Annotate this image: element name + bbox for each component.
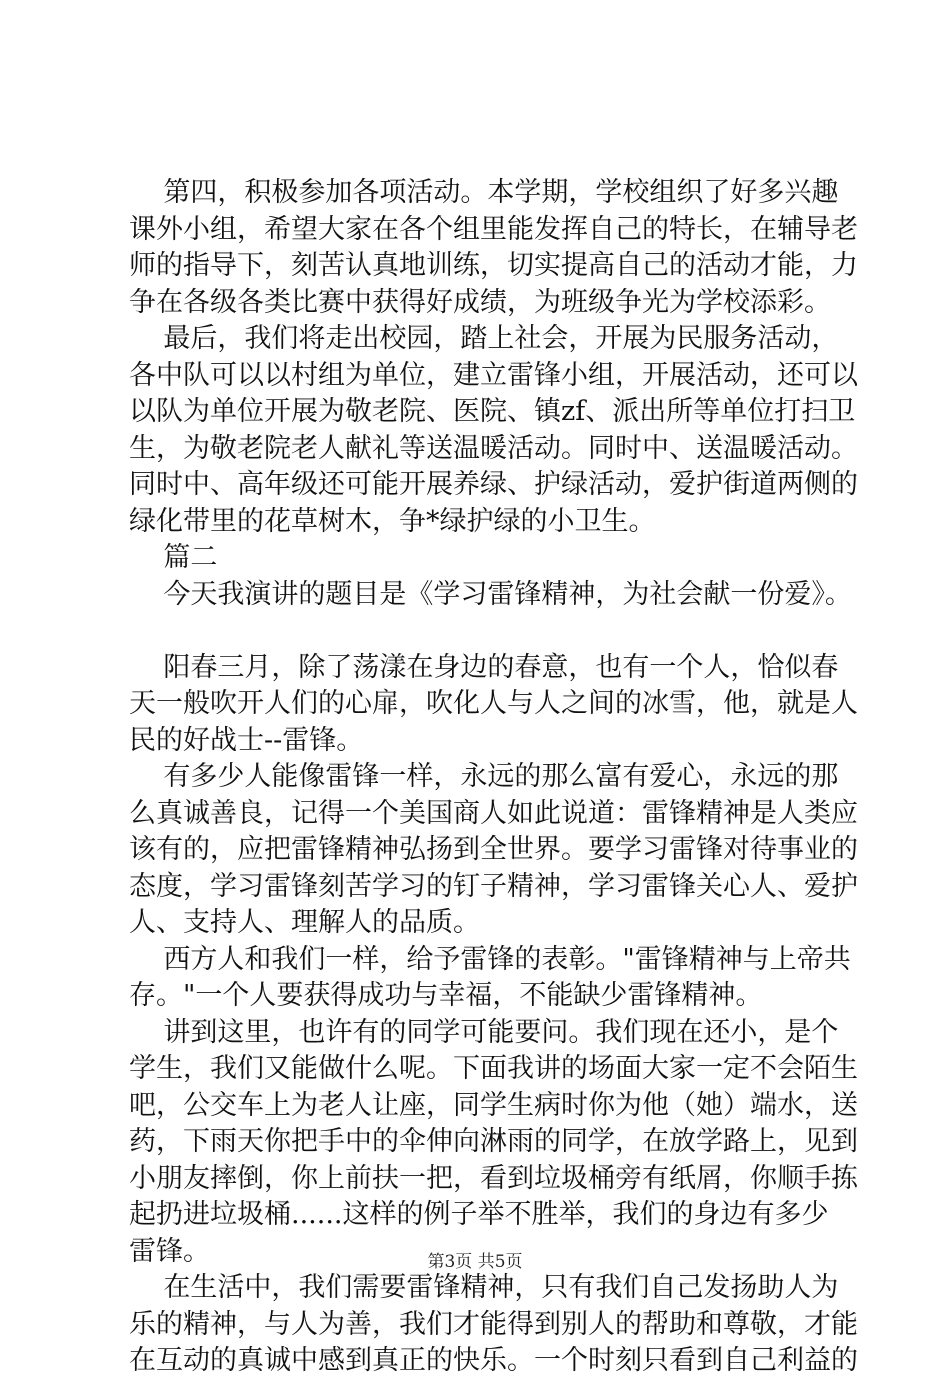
text-line: 吧，公交车上为老人让座，同学生病时你为他（她）端水，送 [129,1089,858,1121]
text-line: 最后，我们将走出校园，踏上社会，开展为民服务活动， [129,323,839,354]
text-line: 绿化带里的花草树木，争*绿护绿的小卫生。 [129,505,656,537]
page-number-footer: 第3页 共5页 [427,1252,523,1272]
text-line: 有多少人能像雷锋一样，永远的那么富有爱心，永远的那 [129,761,839,792]
text-line: 在互动的真诚中感到真正的快乐。一个时刻只看到自己利益的 [129,1345,858,1376]
text-line: 人、支持人、理解人的品质。 [129,907,480,938]
text-line: 民的好战士--雷锋。 [129,724,364,756]
text-line: 以队为单位开展为敬老院、医院、镇zf、派出所等单位打扫卫 [129,396,856,427]
text-line: 生，为敬老院老人献礼等送温暖活动。同时中、送温暖活动。 [129,432,858,464]
text-line: 药，下雨天你把手中的伞伸向淋雨的同学，在放学路上，见到 [129,1126,858,1157]
text-line: 第四，积极参加各项活动。本学期，学校组织了好多兴趣 [129,177,839,208]
text-line: 讲到这里，也许有的同学可能要问。我们现在还小，是个 [129,1016,839,1048]
text-line: 在生活中，我们需要雷锋精神，只有我们自己发扬助人为 [129,1272,839,1303]
text-line: 课外小组，希望大家在各个组里能发挥自己的特长，在辅导老 [129,213,858,245]
text-line: 阳春三月，除了荡漾在身边的春意，也有一个人，恰似春 [129,651,839,683]
speech-title-line: 今天我演讲的题目是《学习雷锋精神，为社会献一份爱》。 [129,578,852,610]
text-line: 态度，学习雷锋刻苦学习的钉子精神，学习雷锋关心人、爱护 [129,870,858,902]
text-line: 同时中、高年级还可能开展养绿、护绿活动，爱护街道两侧的 [129,469,858,500]
text-line: 西方人和我们一样，给予雷锋的表彰。"雷锋精神与上帝共 [129,943,851,975]
text-line: 么真诚善良，记得一个美国商人如此说道：雷锋精神是人类应 [129,797,858,829]
text-line: 起扔进垃圾桶......这样的例子举不胜举，我们的身边有多少 [129,1199,829,1230]
text-line: 天一般吹开人们的心扉，吹化人与人之间的冰雪，他，就是人 [129,688,858,719]
text-line: 学生，我们又能做什么呢。下面我讲的场面大家一定不会陌生 [129,1053,858,1084]
text-line: 小朋友摔倒，你上前扶一把，看到垃圾桶旁有纸屑，你顺手拣 [129,1162,858,1194]
text-line: 师的指导下，刻苦认真地训练，切实提高自己的活动才能，力 [129,250,858,281]
text-line: 各中队可以以村组为单位，建立雷锋小组，开展活动，还可以 [129,359,858,391]
section-heading: 篇二 [129,542,218,573]
text-line: 雷锋。 [129,1235,210,1267]
text-line: 争在各级各类比赛中获得好成绩，为班级争光为学校添彩。 [129,286,831,318]
document-body [129,175,858,1380]
text-line: 乐的精神，与人为善，我们才能得到别人的帮助和尊敬，才能 [129,1308,858,1340]
text-line: 存。"一个人要获得成功与幸福，不能缺少雷锋精神。 [129,980,763,1011]
blank-line [129,613,841,650]
text-line: 该有的，应把雷锋精神弘扬到全世界。要学习雷锋对待事业的 [129,834,858,865]
